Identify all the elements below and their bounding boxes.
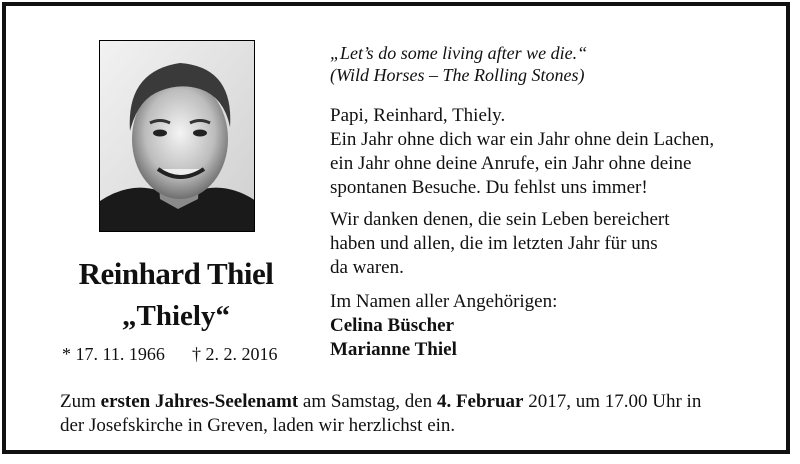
footer-text: am Samstag, den	[298, 391, 437, 412]
footer-line-2: der Josefskirche in Greven, laden wir herzlichst ein.	[60, 415, 456, 436]
birth-date: * 17. 11. 1966	[62, 344, 165, 364]
deceased-name: Reinhard Thiel	[78, 256, 274, 291]
signers-intro: Im Namen aller Angehörigen:	[330, 291, 558, 312]
memorial-quote	[330, 42, 587, 86]
footer-event: ersten Jahres-Seelenamt	[100, 391, 299, 412]
tribute-line: Papi, Reinhard, Thiely.	[330, 105, 506, 126]
tribute-text	[330, 104, 714, 200]
quote-source: (Wild Horses – The Rolling Stones)	[330, 65, 585, 85]
portrait-photo	[99, 40, 255, 232]
tribute-line: Ein Jahr ohne dich war ein Jahr ohne dein Lachen,	[330, 129, 715, 150]
service-announcement	[60, 390, 760, 438]
obituary-notice	[2, 2, 790, 454]
footer-text: 2017, um 17.00 Uhr in	[523, 391, 702, 412]
thanks-text	[330, 208, 670, 280]
tribute-line: ein Jahr ohne deine Anrufe, ein Jahr ohne deine	[330, 153, 692, 174]
footer-date: 4. Februar	[436, 391, 524, 412]
signer-name: Marianne Thiel	[330, 339, 457, 360]
thanks-line: haben und allen, die im letzten Jahr für uns	[330, 233, 658, 254]
thanks-line: Wir danken denen, die sein Leben bereichert	[330, 209, 670, 230]
death-date: † 2. 2. 2016	[192, 344, 278, 364]
signers-block	[330, 290, 557, 362]
footer-text: Zum	[60, 391, 101, 412]
signer-name: Celina Büscher	[330, 315, 455, 336]
thanks-line: da waren.	[330, 257, 404, 278]
tribute-line: spontanen Besuche. Du fehlst uns immer!	[330, 177, 648, 198]
quote-text: „Let’s do some living after we die.“	[330, 43, 588, 63]
deceased-nickname: „Thiely“	[122, 300, 230, 332]
